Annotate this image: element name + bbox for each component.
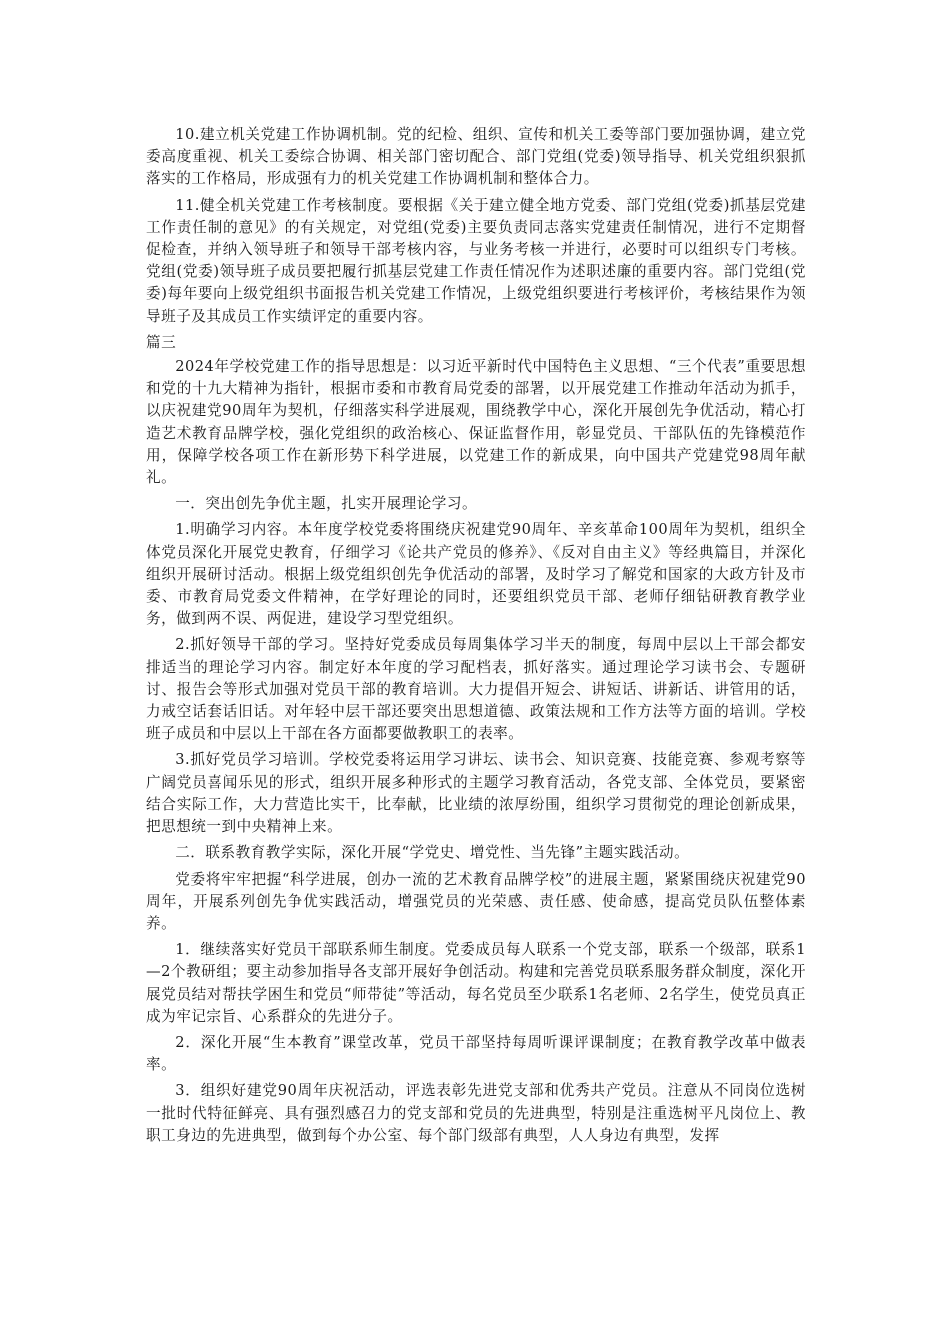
section-two-intro: 党委将牢牢把握“科学进展，创办一流的艺术教育品牌学校”的进展主题，紧紧围绕庆祝建党90周年，开展系列创先争优实践活动，增强党员的光荣感、责任感、使命感，提高党员队伍整体素养。 <box>146 870 806 932</box>
section-two-title: 二．联系教育教学实际，深化开展“学党史、增党性、当先锋”主题实践活动。 <box>175 844 690 862</box>
section-one-title: 一．突出创先争优主题，扎实开展理论学习。 <box>175 495 478 513</box>
guiding-thought-paragraph: 2024年学校党建工作的指导思想是：以习近平新时代中国特色主义思想、“三个代表”重要思想和党的十九大精神为指针，根据市委和市教育局党委的部署，以开展党建工作推动年活动为抓手，以庆祝建党90周年为契机，仔细落实科学进展观，围绕教学中心，深化开展创先争优活动，精心打造艺术教育品牌学校，强化党组织的政治核心、保证监督作用，彰显党员、干部队伍的先锋模范作用，保障学校各项工作在新形势下科学进展，以党建工作的新成果，向中国共产党建党98周年献礼。 <box>146 358 806 487</box>
paragraph-item-11: 11.健全机关党建工作考核制度。要根据《关于建立健全地方党委、部门党组(党委)抓基层党建工作责任制的意见》的有关规定，对党组(党委)主要负责同志落实党建责任制情况，进行不定期督促检查，并纳入领导班子和领导干部考核内容，与业务考核一并进行，必要时可以组织专门考核。党组(党委)领导班子成员要把履行抓基层党建工作责任情况作为述职述廉的重要内容。部门党组(党委)每年要向上级党组织书面报告机关党建工作情况，上级党组织要进行考核评价，考核结果作为领导班子及其成员工作实绩评定的重要内容。 <box>146 196 806 325</box>
section-two-item-3: 3．组织好建党90周年庆祝活动，评选表彰先进党支部和优秀共产党员。注意从不同岗位选树一批时代特征鲜亮、具有强烈感召力的党支部和党员的先进典型，特别是注重选树平凡岗位上、教职工身边的先进典型，做到每个办公室、每个部门级部有典型，人人身边有典型，发挥 <box>146 1082 806 1144</box>
section-two-item-2: 2．深化开展“生本教育”课堂改革，党员干部坚持每周听课评课制度；在教育教学改革中做表率。 <box>146 1033 806 1074</box>
paragraph-item-10: 10.建立机关党建工作协调机制。党的纪检、组织、宣传和机关工委等部门要加强协调，建立党委高度重视、机关工委综合协调、相关部门密切配合、部门党组(党委)领导指导、机关党组织狠抓落实的工作格局，形成强有力的机关党建工作协调机制和整体合力。 <box>146 126 806 188</box>
section-one-item-3: 3.抓好党员学习培训。学校党委将运用学习讲坛、读书会、知识竞赛、技能竞赛、参观考察等广阔党员喜闻乐见的形式，组织开展多种形式的主题学习教育活动，各党支部、全体党员，要紧密结合实际工作，大力营造比实干，比奉献，比业绩的浓厚纷围，组织学习贯彻党的理论创新成果，把思想统一到中央精神上来。 <box>146 751 806 836</box>
section-heading: 篇三 <box>146 333 177 351</box>
section-one-item-2: 2.抓好领导干部的学习。坚持好党委成员每周集体学习半天的制度，每周中层以上干部会都安排适当的理论学习内容。制定好本年度的学习配档表，抓好落实。通过理论学习读书会、专题研讨、报告会等形式加强对党员干部的教育培训。大力提倡开短会、讲短话、讲新话、讲管用的话，力戒空话套话旧话。对年轻中层干部还要突出思想道德、政策法规和工作方法等方面的培训。学校班子成员和中层以上干部在各方面都要做教职工的表率。 <box>146 636 806 743</box>
section-two-item-1: 1．继续落实好党员干部联系师生制度。党委成员每人联系一个党支部，联系一个级部，联系1—2个教研组；要主动参加指导各支部开展好争创活动。构建和完善党员联系服务群众制度，深化开展党员结对帮扶学困生和党员“师带徒”等活动，每名党员至少联系1名老师、2名学生，使党员真正成为牢记宗旨、心系群众的先进分子。 <box>146 941 806 1025</box>
document-page <box>146 124 806 1151</box>
section-one-item-1: 1.明确学习内容。本年度学校党委将围绕庆祝建党90周年、辛亥革命100周年为契机，组织全体党员深化开展党史教育，仔细学习《论共产党员的修养》、《反对自由主义》等经典篇目，并深化组织开展研讨活动。根据上级党组织创先争优活动的部署，及时学习了解党和国家的大政方针及市委、市教育局党委文件精神，在学好理论的同时，还要组织党员干部、老师仔细钻研教育教学业务，做到两不误、两促进，建设学习型党组织。 <box>146 521 806 628</box>
